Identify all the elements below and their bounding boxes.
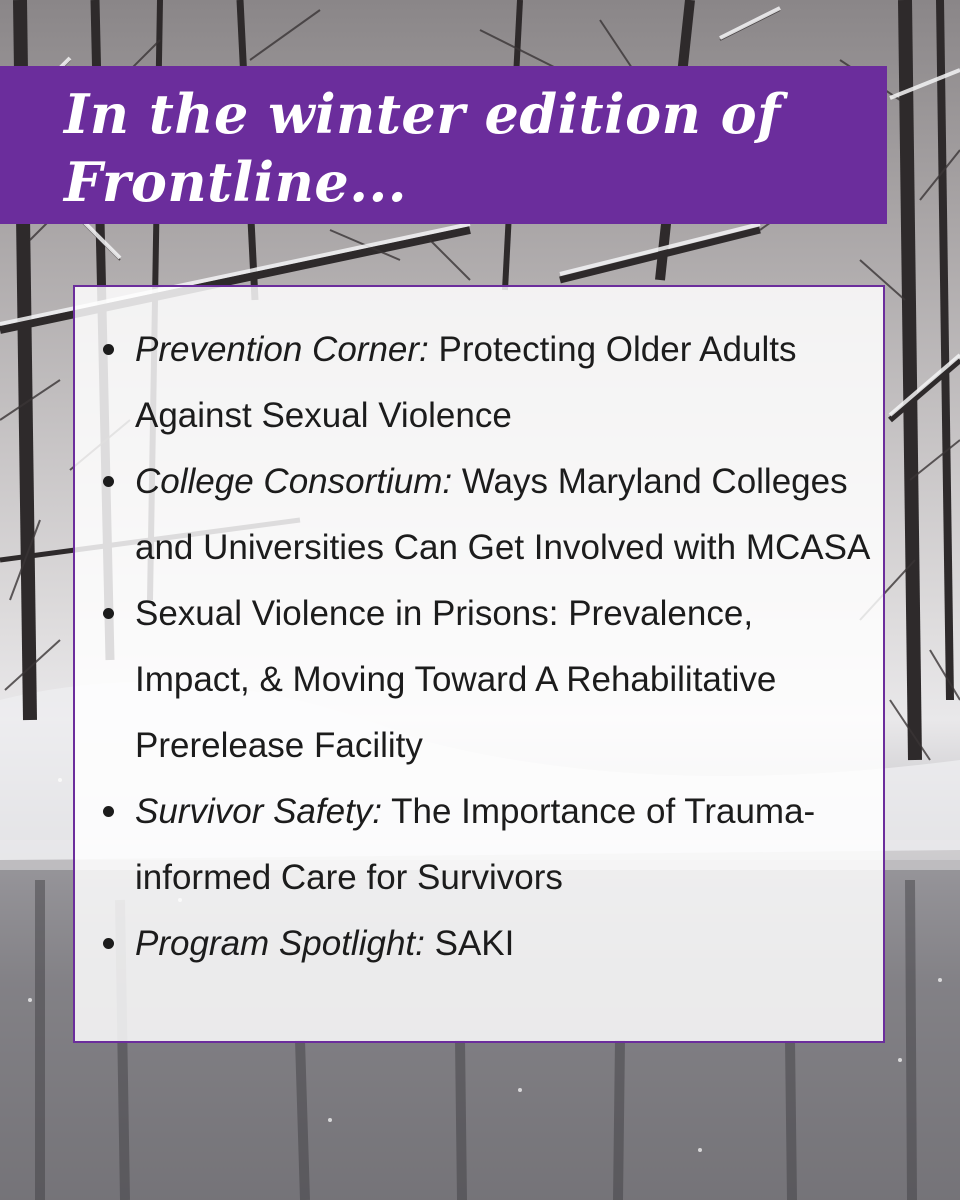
contents-list xyxy=(135,317,873,977)
item-text: Protecting Older Adults Against Sexual Violence xyxy=(135,330,797,435)
bullet-icon xyxy=(103,608,114,619)
item-lead: Survivor Safety: xyxy=(135,792,383,831)
list-item xyxy=(135,317,873,449)
list-item xyxy=(135,779,873,911)
item-lead: Prevention Corner: xyxy=(135,330,429,369)
bullet-icon xyxy=(103,476,114,487)
bullet-icon xyxy=(103,344,114,355)
item-text: The Importance of Trauma-informed Care for Survivors xyxy=(135,792,816,897)
bullet-icon xyxy=(103,938,114,949)
title-banner xyxy=(0,66,887,224)
item-text: Ways Maryland Colleges and Universities Can Get Involved with MCASA xyxy=(135,462,871,567)
list-item xyxy=(135,449,873,581)
bullet-icon xyxy=(103,806,114,817)
item-text: SAKI xyxy=(424,924,515,963)
item-lead: College Consortium: xyxy=(135,462,453,501)
list-item xyxy=(135,911,873,977)
contents-panel xyxy=(73,285,885,1043)
newsletter-title: In the winter edition of Frontline... xyxy=(64,82,781,214)
list-item xyxy=(135,581,873,779)
item-lead: Program Spotlight: xyxy=(135,924,425,963)
item-text: Sexual Violence in Prisons: Prevalence, Impact, & Moving Toward A Rehabilitative Prerelease Facility xyxy=(135,594,777,765)
